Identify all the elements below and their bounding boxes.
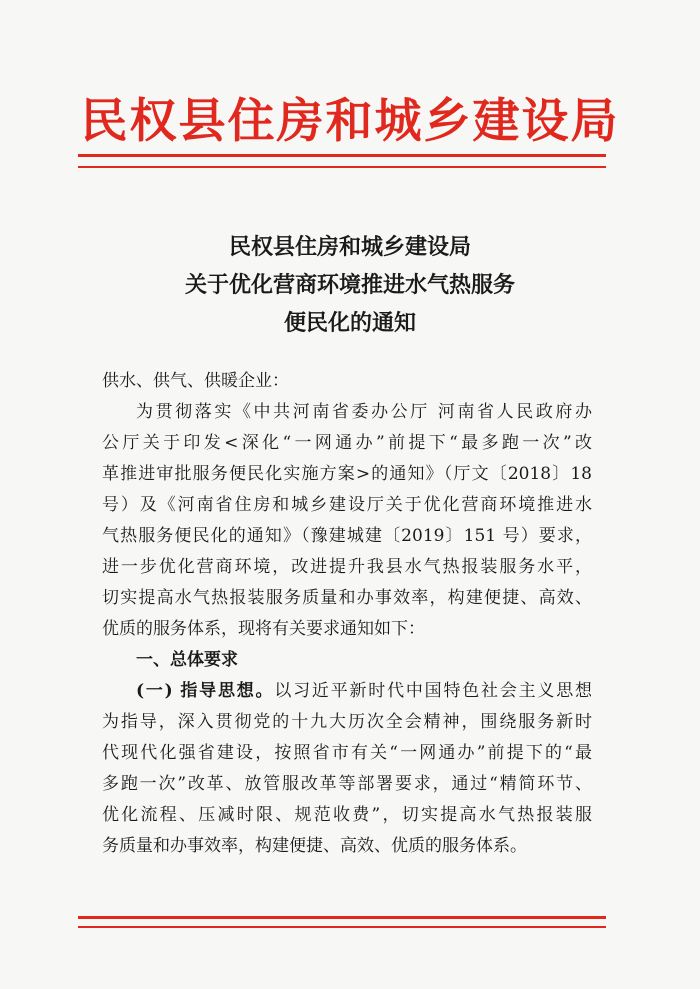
- paragraph-line: 优化流程、压减时限、规范收费”，切实提高水气热报装服: [102, 805, 592, 825]
- paragraph-line: 优质的服务体系，现将有关要求通知如下：: [102, 619, 425, 639]
- letterhead-rule-thin: [78, 166, 606, 168]
- footer-rule-thick: [78, 916, 606, 919]
- salutation: 供水、供气、供暖企业：: [102, 371, 289, 391]
- paragraph-line: 切实提高水气热报装服务质量和办事效率，构建便捷、高效、: [102, 588, 592, 608]
- letterhead-rule-thick: [78, 154, 606, 157]
- paragraph-line: 多跑一次”改革、放管服改革等部署要求，通过“精简环节、: [102, 774, 592, 794]
- section-heading: 一、总体要求: [136, 650, 238, 670]
- paragraph-line: 为贯彻落实《中共河南省委办公厅 河南省人民政府办: [136, 402, 592, 422]
- paragraph-line: 务质量和办事效率，构建便捷、高效、优质的服务体系。: [102, 836, 527, 856]
- paragraph-line: 为指导，深入贯彻党的十九大历次全会精神，围绕服务新时: [102, 712, 592, 732]
- document-title: [0, 228, 700, 342]
- title-line: 关于优化营商环境推进水气热服务: [184, 272, 515, 298]
- subsection-text: 以习近平新时代中国特色社会主义思想: [274, 681, 592, 701]
- paragraph-line: 进一步优化营商环境，改进提升我县水气热报装服务水平，: [102, 557, 592, 577]
- paragraph-line: 革推进审批服务便民化实施方案>的通知》（厅文〔2018〕18: [102, 464, 592, 484]
- document-body: [102, 366, 592, 862]
- footer-rule-thin: [78, 926, 606, 928]
- paragraph-line: 代现代化强省建设，按照省市有关“一网通办”前提下的“最: [102, 743, 592, 763]
- paragraph-line: 气热服务便民化的通知》（豫建城建〔2019〕151 号）要求，: [102, 526, 592, 546]
- subsection-label: (一) 指导思想。: [136, 681, 275, 701]
- title-line: 民权县住房和城乡建设局: [228, 234, 471, 260]
- subsection-first-line: [102, 676, 592, 707]
- agency-letterhead: 民权县住房和城乡建设局: [80, 94, 620, 149]
- paragraph-line: 公厅关于印发<深化“一网通办”前提下“最多跑一次”改: [102, 433, 592, 453]
- paragraph-line: 号）及《河南省住房和城乡建设厅关于优化营商环境推进水: [102, 495, 592, 515]
- title-line: 便民化的通知: [283, 310, 416, 336]
